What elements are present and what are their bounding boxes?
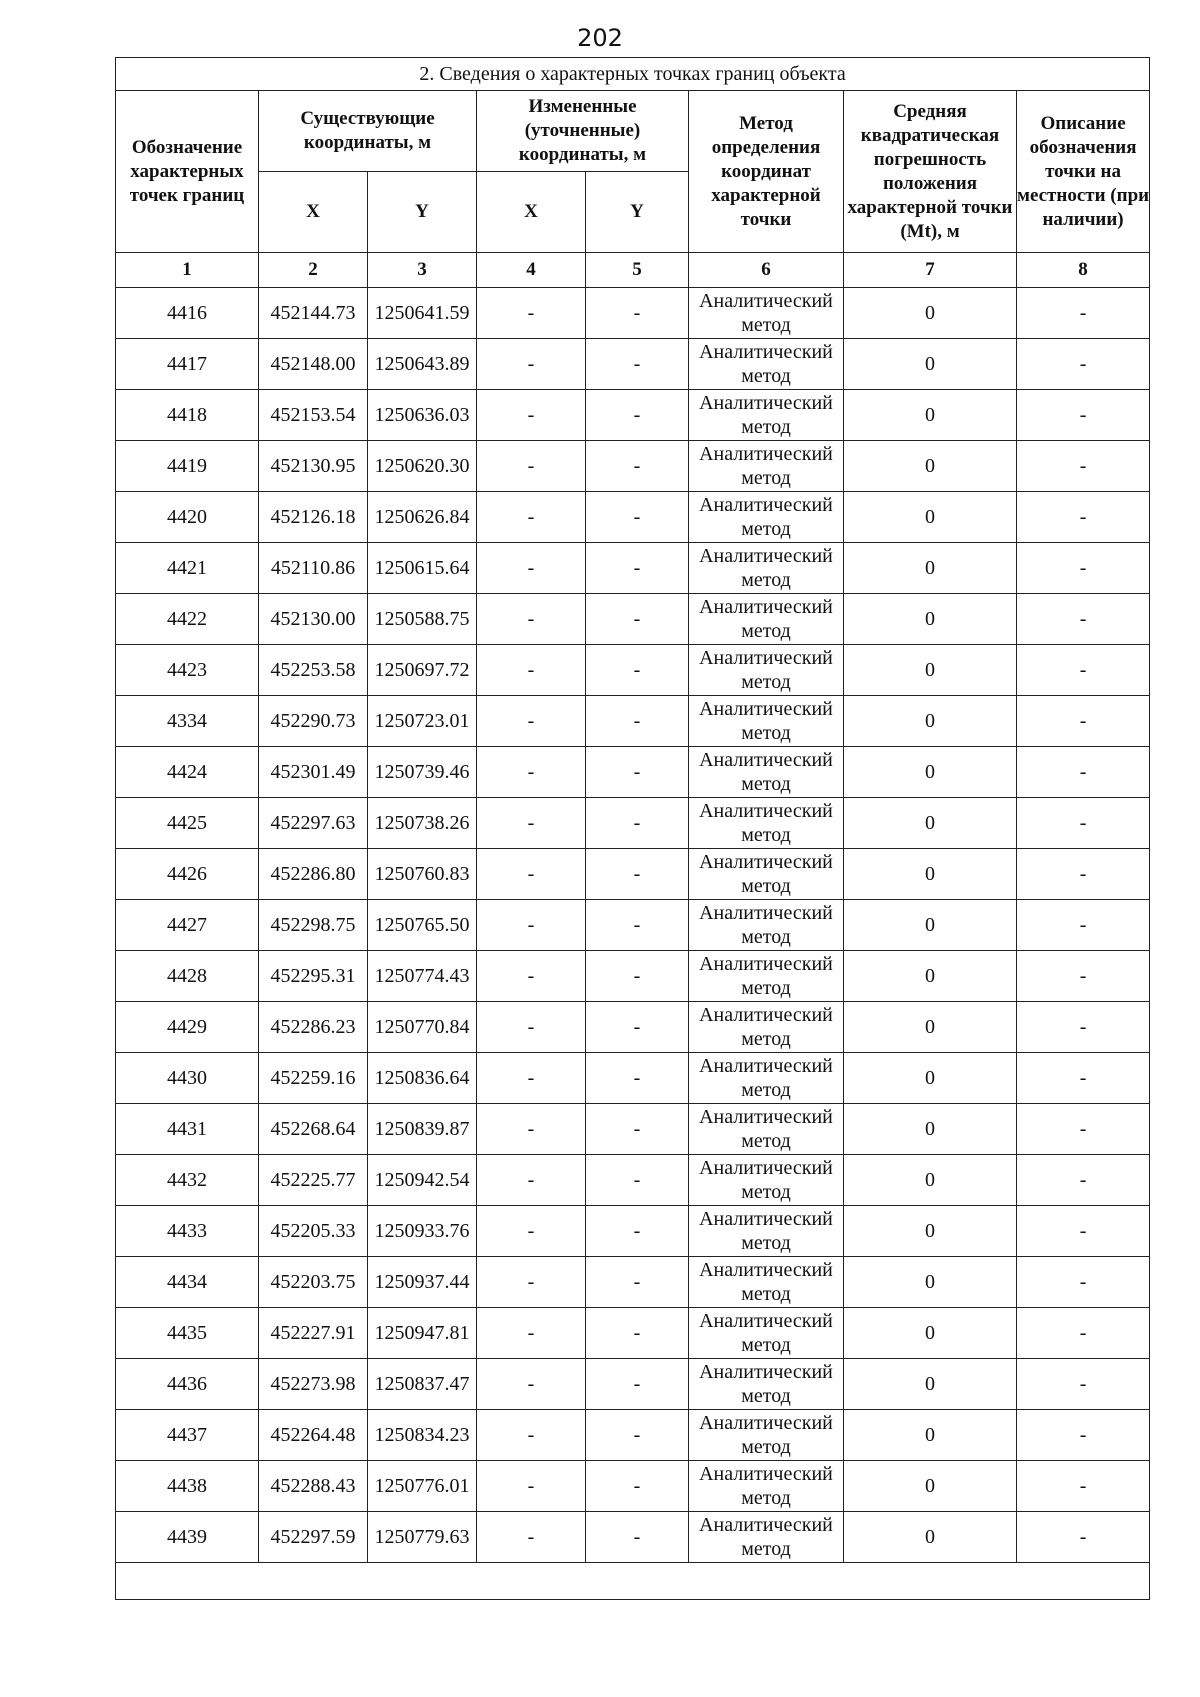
error-cell: 0	[844, 645, 1017, 696]
changed-y-cell: -	[586, 441, 689, 492]
point-cell: 4424	[116, 747, 259, 798]
column-number: 5	[586, 253, 689, 288]
existing-y-cell: 1250770.84	[368, 1002, 477, 1053]
existing-y-cell: 1250836.64	[368, 1053, 477, 1104]
existing-y-cell: 1250937.44	[368, 1257, 477, 1308]
error-cell: 0	[844, 1512, 1017, 1563]
existing-y-cell: 1250697.72	[368, 645, 477, 696]
table-row	[116, 594, 1150, 645]
description-cell: -	[1017, 288, 1150, 339]
existing-x-cell: 452110.86	[259, 543, 368, 594]
description-cell: -	[1017, 1512, 1150, 1563]
existing-y-cell: 1250779.63	[368, 1512, 477, 1563]
changed-x-cell: -	[477, 1512, 586, 1563]
point-cell: 4416	[116, 288, 259, 339]
method-cell: Аналитический метод	[689, 1359, 844, 1410]
point-cell: 4426	[116, 849, 259, 900]
table-row	[116, 951, 1150, 1002]
point-cell: 4334	[116, 696, 259, 747]
point-cell: 4425	[116, 798, 259, 849]
existing-x-cell: 452297.63	[259, 798, 368, 849]
changed-x-cell: -	[477, 900, 586, 951]
changed-x-cell: -	[477, 1359, 586, 1410]
changed-y-cell: -	[586, 543, 689, 594]
header-changed-x: X	[477, 172, 586, 253]
description-cell: -	[1017, 543, 1150, 594]
error-cell: 0	[844, 441, 1017, 492]
changed-y-cell: -	[586, 1308, 689, 1359]
table-row	[116, 1308, 1150, 1359]
table-row	[116, 1512, 1150, 1563]
changed-y-cell: -	[586, 339, 689, 390]
existing-y-cell: 1250643.89	[368, 339, 477, 390]
header-description: Описание обозначения точки на местности (при наличии)	[1017, 91, 1150, 253]
header-existing-coords: Существующие координаты, м	[259, 91, 477, 172]
method-cell: Аналитический метод	[689, 288, 844, 339]
error-cell: 0	[844, 1104, 1017, 1155]
changed-y-cell: -	[586, 594, 689, 645]
error-cell: 0	[844, 1053, 1017, 1104]
method-cell: Аналитический метод	[689, 747, 844, 798]
existing-y-cell: 1250765.50	[368, 900, 477, 951]
column-number: 3	[368, 253, 477, 288]
existing-x-cell: 452227.91	[259, 1308, 368, 1359]
header-row	[116, 91, 1150, 172]
changed-x-cell: -	[477, 1257, 586, 1308]
existing-x-cell: 452298.75	[259, 900, 368, 951]
changed-x-cell: -	[477, 849, 586, 900]
error-cell: 0	[844, 696, 1017, 747]
description-cell: -	[1017, 1410, 1150, 1461]
table-row	[116, 1053, 1150, 1104]
description-cell: -	[1017, 1206, 1150, 1257]
method-cell: Аналитический метод	[689, 594, 844, 645]
changed-x-cell: -	[477, 645, 586, 696]
changed-y-cell: -	[586, 645, 689, 696]
changed-x-cell: -	[477, 951, 586, 1002]
point-cell: 4438	[116, 1461, 259, 1512]
description-cell: -	[1017, 339, 1150, 390]
existing-y-cell: 1250588.75	[368, 594, 477, 645]
error-cell: 0	[844, 1308, 1017, 1359]
changed-y-cell: -	[586, 951, 689, 1002]
column-number: 4	[477, 253, 586, 288]
error-cell: 0	[844, 1410, 1017, 1461]
table-row	[116, 1410, 1150, 1461]
point-cell: 4423	[116, 645, 259, 696]
changed-y-cell: -	[586, 696, 689, 747]
page-number: 202	[577, 24, 623, 52]
existing-y-cell: 1250626.84	[368, 492, 477, 543]
existing-y-cell: 1250636.03	[368, 390, 477, 441]
existing-y-cell: 1250620.30	[368, 441, 477, 492]
method-cell: Аналитический метод	[689, 645, 844, 696]
changed-x-cell: -	[477, 1104, 586, 1155]
existing-y-cell: 1250776.01	[368, 1461, 477, 1512]
changed-y-cell: -	[586, 1512, 689, 1563]
description-cell: -	[1017, 1359, 1150, 1410]
existing-y-cell: 1250839.87	[368, 1104, 477, 1155]
existing-x-cell: 452130.00	[259, 594, 368, 645]
existing-x-cell: 452295.31	[259, 951, 368, 1002]
changed-x-cell: -	[477, 1155, 586, 1206]
changed-x-cell: -	[477, 1002, 586, 1053]
changed-x-cell: -	[477, 543, 586, 594]
changed-y-cell: -	[586, 798, 689, 849]
header-changed-coords: Измененные (уточненные) координаты, м	[477, 91, 689, 172]
existing-x-cell: 452203.75	[259, 1257, 368, 1308]
column-number: 7	[844, 253, 1017, 288]
method-cell: Аналитический метод	[689, 900, 844, 951]
description-cell: -	[1017, 696, 1150, 747]
existing-x-cell: 452297.59	[259, 1512, 368, 1563]
header-error: Средняя квадратическая погрешность положения характерной точки (Mt), м	[844, 91, 1017, 253]
changed-x-cell: -	[477, 594, 586, 645]
existing-y-cell: 1250723.01	[368, 696, 477, 747]
existing-x-cell: 452144.73	[259, 288, 368, 339]
method-cell: Аналитический метод	[689, 1206, 844, 1257]
changed-y-cell: -	[586, 1104, 689, 1155]
changed-x-cell: -	[477, 390, 586, 441]
error-cell: 0	[844, 1002, 1017, 1053]
description-cell: -	[1017, 645, 1150, 696]
description-cell: -	[1017, 492, 1150, 543]
point-cell: 4430	[116, 1053, 259, 1104]
changed-x-cell: -	[477, 696, 586, 747]
existing-y-cell: 1250739.46	[368, 747, 477, 798]
method-cell: Аналитический метод	[689, 1053, 844, 1104]
table-row	[116, 1002, 1150, 1053]
changed-y-cell: -	[586, 747, 689, 798]
method-cell: Аналитический метод	[689, 798, 844, 849]
changed-y-cell: -	[586, 1155, 689, 1206]
description-cell: -	[1017, 1308, 1150, 1359]
method-cell: Аналитический метод	[689, 1257, 844, 1308]
changed-x-cell: -	[477, 1308, 586, 1359]
changed-y-cell: -	[586, 1359, 689, 1410]
description-cell: -	[1017, 1053, 1150, 1104]
existing-x-cell: 452268.64	[259, 1104, 368, 1155]
existing-x-cell: 452286.23	[259, 1002, 368, 1053]
point-cell: 4433	[116, 1206, 259, 1257]
point-cell: 4439	[116, 1512, 259, 1563]
existing-x-cell: 452153.54	[259, 390, 368, 441]
changed-y-cell: -	[586, 900, 689, 951]
table-row	[116, 1257, 1150, 1308]
boundary-points-table	[115, 57, 1150, 1600]
error-cell: 0	[844, 1257, 1017, 1308]
point-cell: 4429	[116, 1002, 259, 1053]
error-cell: 0	[844, 1359, 1017, 1410]
description-cell: -	[1017, 594, 1150, 645]
method-cell: Аналитический метод	[689, 849, 844, 900]
point-cell: 4428	[116, 951, 259, 1002]
point-cell: 4422	[116, 594, 259, 645]
header-designation: Обозначение характерных точек границ	[116, 91, 259, 253]
description-cell: -	[1017, 1104, 1150, 1155]
changed-x-cell: -	[477, 492, 586, 543]
table-row	[116, 1359, 1150, 1410]
method-cell: Аналитический метод	[689, 1104, 844, 1155]
description-cell: -	[1017, 747, 1150, 798]
column-number: 2	[259, 253, 368, 288]
changed-y-cell: -	[586, 849, 689, 900]
existing-x-cell: 452264.48	[259, 1410, 368, 1461]
existing-y-cell: 1250933.76	[368, 1206, 477, 1257]
changed-y-cell: -	[586, 1053, 689, 1104]
description-cell: -	[1017, 1002, 1150, 1053]
method-cell: Аналитический метод	[689, 1002, 844, 1053]
changed-y-cell: -	[586, 1002, 689, 1053]
method-cell: Аналитический метод	[689, 339, 844, 390]
description-cell: -	[1017, 1155, 1150, 1206]
column-number-row	[116, 253, 1150, 288]
table-row	[116, 543, 1150, 594]
description-cell: -	[1017, 1461, 1150, 1512]
table-row	[116, 849, 1150, 900]
existing-y-cell: 1250641.59	[368, 288, 477, 339]
existing-x-cell: 452288.43	[259, 1461, 368, 1512]
description-cell: -	[1017, 441, 1150, 492]
table-row	[116, 390, 1150, 441]
table-row	[116, 492, 1150, 543]
error-cell: 0	[844, 339, 1017, 390]
error-cell: 0	[844, 951, 1017, 1002]
error-cell: 0	[844, 1461, 1017, 1512]
error-cell: 0	[844, 543, 1017, 594]
existing-x-cell: 452130.95	[259, 441, 368, 492]
existing-x-cell: 452301.49	[259, 747, 368, 798]
existing-y-cell: 1250738.26	[368, 798, 477, 849]
error-cell: 0	[844, 390, 1017, 441]
changed-x-cell: -	[477, 1461, 586, 1512]
changed-y-cell: -	[586, 288, 689, 339]
method-cell: Аналитический метод	[689, 1461, 844, 1512]
table-row	[116, 288, 1150, 339]
changed-y-cell: -	[586, 1257, 689, 1308]
description-cell: -	[1017, 798, 1150, 849]
header-method: Метод определения координат характерной точки	[689, 91, 844, 253]
point-cell: 4418	[116, 390, 259, 441]
header-existing-y: Y	[368, 172, 477, 253]
table-row	[116, 798, 1150, 849]
table-row	[116, 900, 1150, 951]
existing-x-cell: 452126.18	[259, 492, 368, 543]
existing-y-cell: 1250834.23	[368, 1410, 477, 1461]
existing-y-cell: 1250760.83	[368, 849, 477, 900]
point-cell: 4434	[116, 1257, 259, 1308]
method-cell: Аналитический метод	[689, 951, 844, 1002]
existing-x-cell: 452148.00	[259, 339, 368, 390]
header-changed-y: Y	[586, 172, 689, 253]
description-cell: -	[1017, 951, 1150, 1002]
table-row	[116, 441, 1150, 492]
existing-y-cell: 1250774.43	[368, 951, 477, 1002]
changed-y-cell: -	[586, 1410, 689, 1461]
existing-x-cell: 452259.16	[259, 1053, 368, 1104]
existing-x-cell: 452253.58	[259, 645, 368, 696]
table-row	[116, 747, 1150, 798]
point-cell: 4437	[116, 1410, 259, 1461]
column-number: 1	[116, 253, 259, 288]
description-cell: -	[1017, 900, 1150, 951]
changed-x-cell: -	[477, 1410, 586, 1461]
error-cell: 0	[844, 492, 1017, 543]
existing-x-cell: 452225.77	[259, 1155, 368, 1206]
point-cell: 4431	[116, 1104, 259, 1155]
changed-y-cell: -	[586, 492, 689, 543]
error-cell: 0	[844, 594, 1017, 645]
existing-x-cell: 452205.33	[259, 1206, 368, 1257]
table-row	[116, 1461, 1150, 1512]
point-cell: 4427	[116, 900, 259, 951]
table-row	[116, 1104, 1150, 1155]
section-title: 2. Сведения о характерных точках границ объекта	[116, 58, 1150, 91]
point-cell: 4432	[116, 1155, 259, 1206]
method-cell: Аналитический метод	[689, 1512, 844, 1563]
point-cell: 4420	[116, 492, 259, 543]
table-row	[116, 1206, 1150, 1257]
empty-cell	[116, 1563, 1150, 1600]
changed-x-cell: -	[477, 339, 586, 390]
description-cell: -	[1017, 849, 1150, 900]
point-cell: 4435	[116, 1308, 259, 1359]
empty-row	[116, 1563, 1150, 1600]
error-cell: 0	[844, 900, 1017, 951]
header-existing-x: X	[259, 172, 368, 253]
table-row	[116, 339, 1150, 390]
point-cell: 4421	[116, 543, 259, 594]
error-cell: 0	[844, 798, 1017, 849]
section-title-row	[116, 58, 1150, 91]
method-cell: Аналитический метод	[689, 696, 844, 747]
changed-x-cell: -	[477, 747, 586, 798]
existing-y-cell: 1250947.81	[368, 1308, 477, 1359]
method-cell: Аналитический метод	[689, 390, 844, 441]
changed-y-cell: -	[586, 1206, 689, 1257]
method-cell: Аналитический метод	[689, 1155, 844, 1206]
existing-y-cell: 1250837.47	[368, 1359, 477, 1410]
existing-y-cell: 1250615.64	[368, 543, 477, 594]
error-cell: 0	[844, 288, 1017, 339]
column-number: 6	[689, 253, 844, 288]
point-cell: 4417	[116, 339, 259, 390]
existing-x-cell: 452290.73	[259, 696, 368, 747]
point-cell: 4436	[116, 1359, 259, 1410]
point-cell: 4419	[116, 441, 259, 492]
error-cell: 0	[844, 747, 1017, 798]
changed-x-cell: -	[477, 1206, 586, 1257]
column-number: 8	[1017, 253, 1150, 288]
existing-x-cell: 452286.80	[259, 849, 368, 900]
table-row	[116, 1155, 1150, 1206]
error-cell: 0	[844, 849, 1017, 900]
method-cell: Аналитический метод	[689, 492, 844, 543]
changed-x-cell: -	[477, 798, 586, 849]
existing-x-cell: 452273.98	[259, 1359, 368, 1410]
table-row	[116, 696, 1150, 747]
table-row	[116, 645, 1150, 696]
existing-y-cell: 1250942.54	[368, 1155, 477, 1206]
changed-x-cell: -	[477, 441, 586, 492]
method-cell: Аналитический метод	[689, 1410, 844, 1461]
method-cell: Аналитический метод	[689, 441, 844, 492]
method-cell: Аналитический метод	[689, 543, 844, 594]
description-cell: -	[1017, 1257, 1150, 1308]
error-cell: 0	[844, 1155, 1017, 1206]
changed-y-cell: -	[586, 390, 689, 441]
description-cell: -	[1017, 390, 1150, 441]
changed-x-cell: -	[477, 288, 586, 339]
changed-x-cell: -	[477, 1053, 586, 1104]
changed-y-cell: -	[586, 1461, 689, 1512]
error-cell: 0	[844, 1206, 1017, 1257]
method-cell: Аналитический метод	[689, 1308, 844, 1359]
